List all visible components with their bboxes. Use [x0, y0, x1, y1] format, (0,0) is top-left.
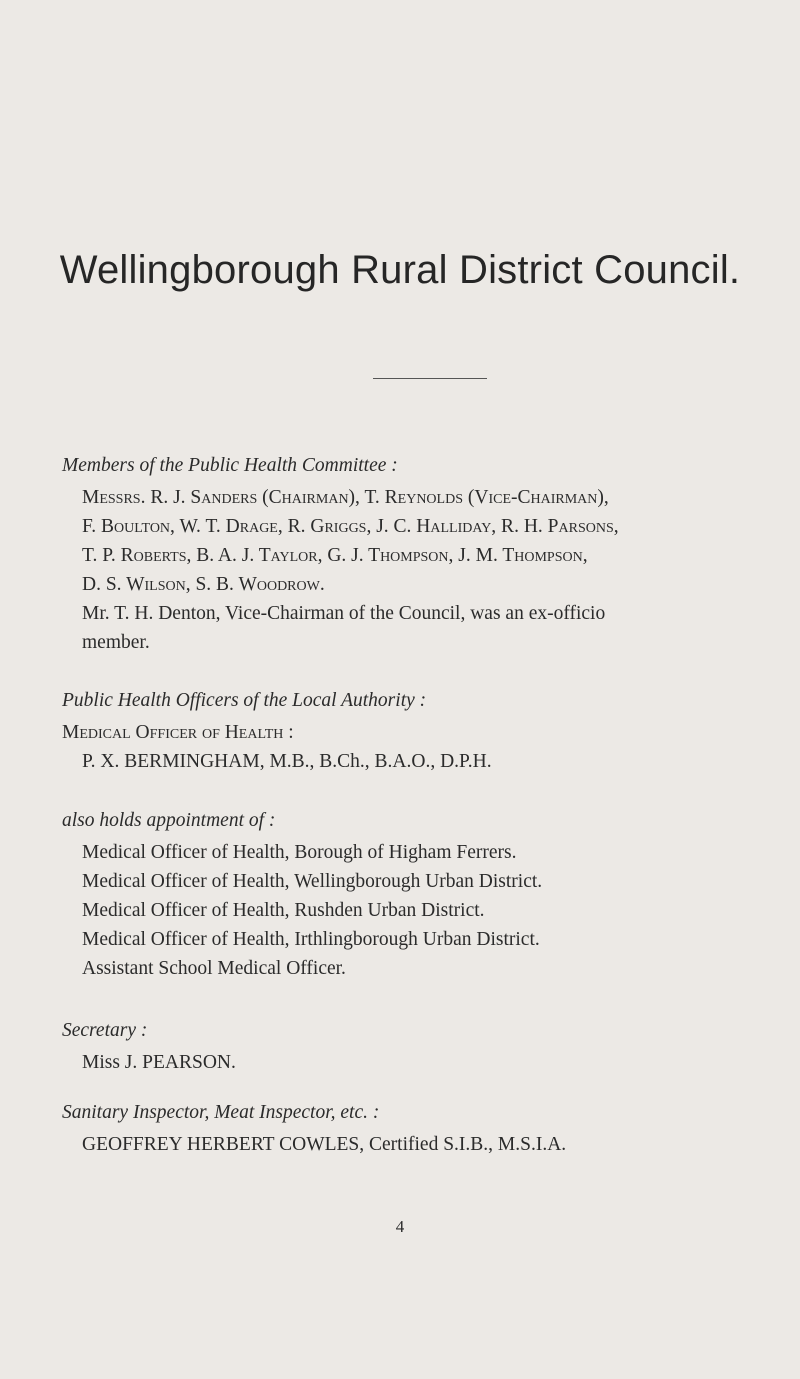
committee-heading: Members of the Public Health Committee :	[62, 455, 398, 476]
officers-section	[62, 690, 762, 776]
appointments-list	[62, 838, 762, 983]
members-line: F. Boulton, W. T. Drage, R. Griggs, J. C. Halliday, R. H. Parsons,	[82, 516, 619, 537]
appointments-heading: also holds appointment of :	[62, 810, 276, 831]
members-line: T. P. Roberts, B. A. J. Taylor, G. J. Thompson, J. M. Thompson,	[82, 545, 588, 566]
page-number: 4	[395, 1217, 405, 1236]
moh-label: Medical Officer of Health :	[62, 722, 294, 743]
ex-officio-line: Mr. T. H. Denton, Vice-Chairman of the Council, was an ex-officio	[82, 603, 606, 624]
inspector-heading: Sanitary Inspector, Meat Inspector, etc. :	[62, 1102, 380, 1123]
secretary-heading: Secretary :	[62, 1020, 148, 1041]
council-title: Wellingborough Rural District Council.	[59, 248, 741, 292]
appointment-item: Medical Officer of Health, Irthlingborough Urban District.	[82, 929, 540, 950]
appointment-item: Medical Officer of Health, Rushden Urban District.	[82, 900, 485, 921]
title-divider	[373, 378, 487, 379]
appointment-item: Medical Officer of Health, Borough of Higham Ferrers.	[82, 842, 517, 863]
committee-section	[62, 455, 762, 657]
appointment-item: Assistant School Medical Officer.	[82, 958, 346, 979]
officers-heading: Public Health Officers of the Local Authority :	[62, 690, 427, 711]
secretary-section	[62, 1020, 762, 1077]
moh-name: P. X. BERMINGHAM, M.B., B.Ch., B.A.O., D.P.H.	[82, 751, 492, 772]
members-line: Messrs. R. J. Sanders (Chairman), T. Reynolds (Vice-Chairman),	[82, 487, 609, 508]
appointments-section	[62, 810, 762, 983]
committee-members	[62, 483, 762, 599]
inspector-name: GEOFFREY HERBERT COWLES, Certified S.I.B., M.S.I.A.	[82, 1134, 567, 1155]
ex-officio-line: member.	[82, 632, 150, 653]
appointment-item: Medical Officer of Health, Wellingborough Urban District.	[82, 871, 543, 892]
ex-officio-note	[62, 599, 762, 657]
secretary-name: Miss J. PEARSON.	[82, 1052, 236, 1073]
members-line: D. S. Wilson, S. B. Woodrow.	[82, 574, 325, 595]
inspector-section	[62, 1102, 782, 1159]
